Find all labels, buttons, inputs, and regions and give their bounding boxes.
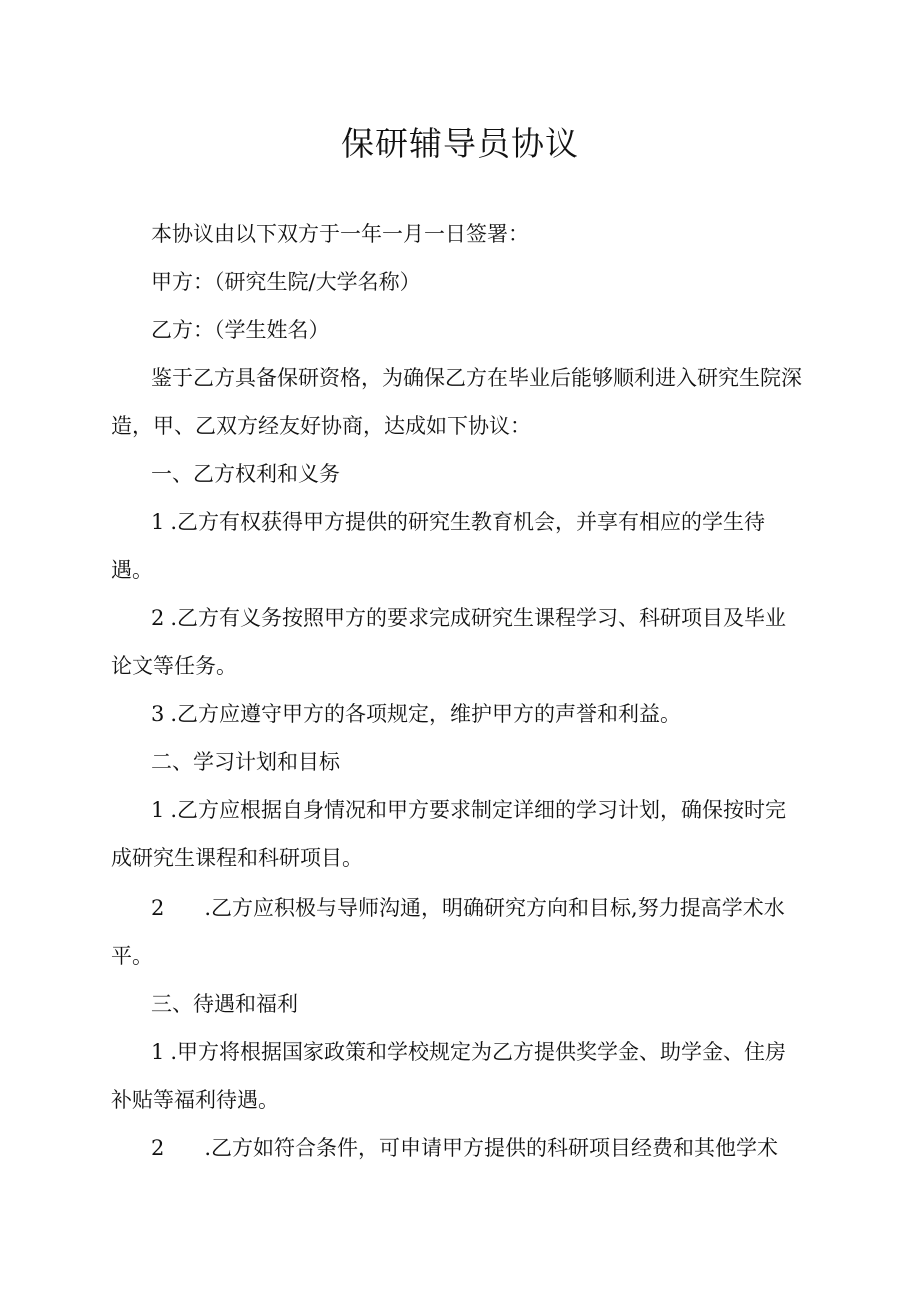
section-2-item-1 <box>111 786 863 834</box>
item-text: .乙方有义务按照甲方的要求完成研究生课程学习、科研项目及毕业 <box>170 606 787 630</box>
section-1-item-1-cont: 遇。 <box>111 558 153 582</box>
item-number: 2 <box>151 606 165 630</box>
section-1-heading: 一、乙方权利和义务 <box>151 462 340 486</box>
section-3-heading: 三、待遇和福利 <box>151 992 298 1016</box>
item-text: .乙方应遵守甲方的各项规定，维护甲方的声誉和利益。 <box>170 702 682 726</box>
section-2-item-2-cont: 平。 <box>111 944 153 968</box>
section-1-item-2 <box>111 594 863 642</box>
item-number: 1 <box>151 510 165 534</box>
party-a-line: 甲方：（研究生院/大学名称） <box>151 270 421 294</box>
item-number: 1 <box>151 1040 165 1064</box>
section-1-item-2-cont: 论文等任务。 <box>111 654 237 678</box>
item-text: .乙方如符合条件，可申请甲方提供的科研项目经费和其他学术 <box>204 1136 779 1160</box>
item-number: 1 <box>151 798 165 822</box>
section-3-item-2 <box>111 1124 863 1172</box>
item-text: .乙方有权获得甲方提供的研究生教育机会，并享有相应的学生待 <box>170 510 766 534</box>
section-3-item-1-cont: 补贴等福利待遇。 <box>111 1088 279 1112</box>
preamble-line-1: 鉴于乙方具备保研资格，为确保乙方在毕业后能够顺利进入研究生院深 <box>151 366 802 390</box>
section-3-item-1 <box>111 1028 863 1076</box>
item-number: 3 <box>151 702 165 726</box>
section-1-item-3 <box>111 690 863 738</box>
section-2-item-2 <box>111 884 863 932</box>
item-number: 2 <box>151 1136 165 1160</box>
item-number: 2 <box>151 896 165 920</box>
section-2-item-1-cont: 成研究生课程和科研项目。 <box>111 846 363 870</box>
section-1-item-1 <box>111 498 863 546</box>
preamble-line-2: 造，甲、乙双方经友好协商，达成如下协议： <box>111 414 531 438</box>
party-b-line: 乙方：（学生姓名） <box>151 318 330 342</box>
item-text: .甲方将根据国家政策和学校规定为乙方提供奖学金、助学金、住房 <box>170 1040 787 1064</box>
section-2-heading: 二、学习计划和目标 <box>151 750 340 774</box>
item-text: .乙方应根据自身情况和甲方要求制定详细的学习计划，确保按时完 <box>170 798 787 822</box>
intro-line: 本协议由以下双方于一年一月一日签署： <box>151 222 529 246</box>
item-text: .乙方应积极与导师沟通，明确研究方向和目标,努力提高学术水 <box>204 896 785 920</box>
page-title: 保研辅导员协议 <box>341 124 579 163</box>
